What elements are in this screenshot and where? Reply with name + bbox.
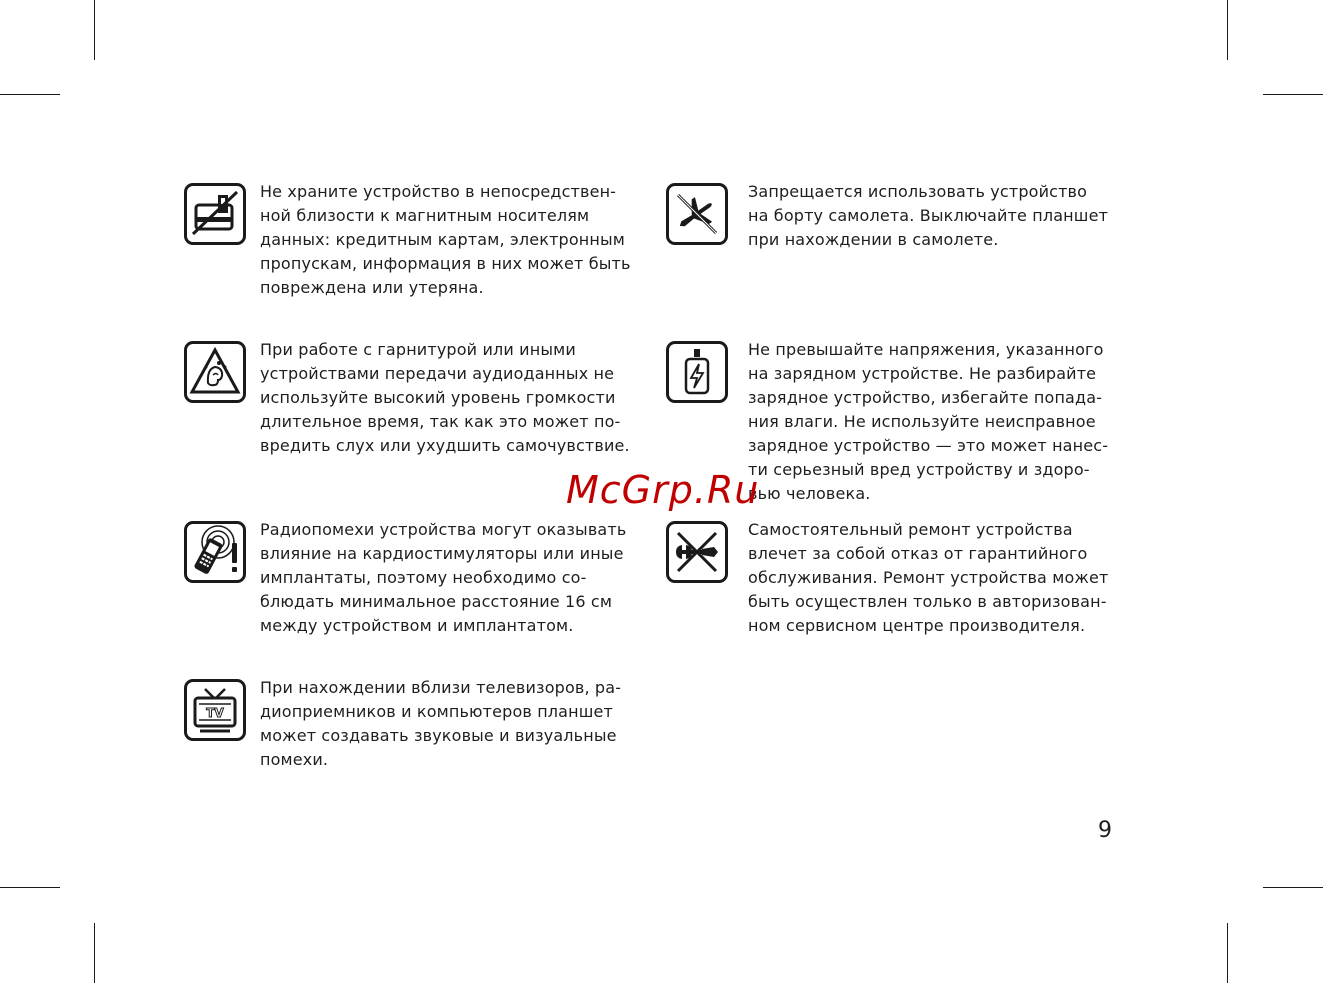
warning-item [184,180,631,300]
crop-mark [1227,923,1228,983]
crop-mark [1263,887,1323,888]
tv-interference-icon [184,679,246,741]
magnetic-card-prohibited-icon [184,183,246,245]
crop-mark [94,0,95,60]
airplane-prohibited-icon [666,183,728,245]
charger-voltage-icon [666,341,728,403]
item-text: При нахождении вблизи телевизоров, ра- диоприемников и компьютеров планшет может создавать звуковые и визуальные помехи. [260,678,622,769]
item-text: Запрещается использовать устройство на борту самолета. Выключайте планшет при нахождении в самолете. [748,182,1109,249]
crop-mark [0,94,60,95]
item-text: Не храните устройство в непосредствен- ной близости к магнитным носителям данных: кредитным картам, электронным пропускам, информация в них может быть повреждена или утеряна. [260,182,631,297]
crop-mark [94,923,95,983]
crop-mark [1227,0,1228,60]
crop-mark [0,887,60,888]
warning-item [184,518,626,638]
watermark: McGrp.Ru [566,468,760,512]
warning-item [666,180,1108,252]
warning-item [666,518,1108,638]
item-text: Самостоятельный ремонт устройства влечет за собой отказ от гарантийного обслуживания. Ремонт устройства может быть осуществлен только в авторизован- ном сервисном центре производителя. [748,520,1109,635]
crop-mark [1263,94,1323,95]
item-text: При работе с гарнитурой или иными устройствами передачи аудиоданных не используйте высокий уровень громкости длительное время, так как это может по- вредить слух или ухудшить самочувствие. [260,340,630,455]
page-number: 9 [1098,818,1112,843]
item-text: Не превышайте напряжения, указанного на зарядном устройстве. Не разбирайте зарядное устройство, избегайте попада- ния влаги. Не используйте неисправное зарядное устройство — это может нанес- ти серьезный вред устройству и здоро- вью человека. [748,340,1109,503]
loud-volume-warning-icon [184,341,246,403]
warning-item [184,338,630,458]
warning-item [184,676,621,772]
svg-text:TV: TV [206,706,224,720]
no-self-repair-icon [666,521,728,583]
item-text: Радиопомехи устройства могут оказывать влияние на кардиостимуляторы или иные имплантаты, поэтому необходимо со- блюдать минимальное расстояние 16 см между устройством и имплантатом. [260,520,627,635]
radio-interference-warning-icon [184,521,246,583]
